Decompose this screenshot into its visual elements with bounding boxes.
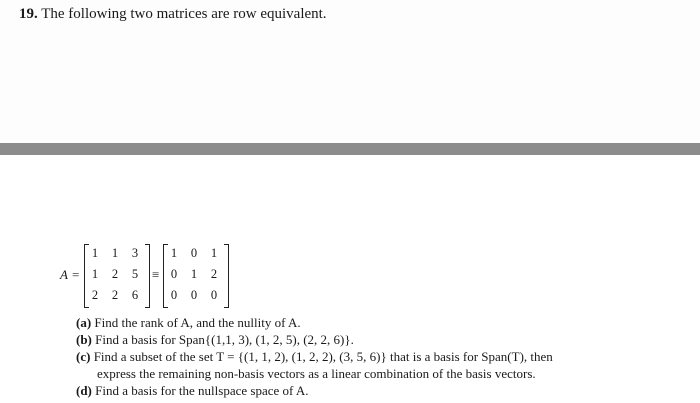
matrix-b-cell: 0 xyxy=(210,288,218,302)
matrix-b-cell: 0 xyxy=(170,288,178,302)
problem-heading xyxy=(19,6,327,23)
matrix-symbol-a: A xyxy=(60,267,68,282)
part-d xyxy=(76,383,309,399)
right-bracket xyxy=(224,244,229,308)
problem-statement: The following two matrices are row equivalent. xyxy=(41,6,327,22)
part-text: Find a basis for the nullspace space of A. xyxy=(95,383,309,398)
matrix-b-cell: 1 xyxy=(190,267,198,281)
matrix-a-cell: 1 xyxy=(111,246,119,260)
matrix-a-cell: 2 xyxy=(111,267,119,281)
part-label: (a) xyxy=(76,315,92,330)
matrix-a-cell: 2 xyxy=(91,288,99,302)
matrix-b-cell: 1 xyxy=(170,246,178,260)
section-divider xyxy=(0,143,700,155)
part-label: (c) xyxy=(76,349,91,364)
part-a xyxy=(76,315,301,331)
part-c-continuation: express the remaining non-basis vectors as a linear combination of the basis vectors. xyxy=(97,366,536,381)
row-equivalent-sign: ≡ xyxy=(152,267,160,282)
matrix-a-cell: 1 xyxy=(91,267,99,281)
right-bracket xyxy=(145,244,150,308)
part-c xyxy=(76,349,553,365)
part-label: (b) xyxy=(76,332,92,347)
matrix-b-cell: 0 xyxy=(170,267,178,281)
matrix-a-cell: 6 xyxy=(131,288,139,302)
matrix-b xyxy=(163,244,229,308)
matrix-a-cell: 2 xyxy=(111,288,119,302)
equals-sign: = xyxy=(72,267,80,282)
matrix-b-cell: 0 xyxy=(190,288,198,302)
matrix-a xyxy=(84,244,150,308)
matrix-b-cell: 0 xyxy=(190,246,198,260)
matrix-a-cell: 1 xyxy=(91,246,99,260)
question-header-panel xyxy=(0,0,700,143)
problem-number: 19. xyxy=(19,6,38,22)
part-text: Find a subset of the set T = {(1, 1, 2), (1, 2, 2), (3, 5, 6)} that is a basis for Span(T), then xyxy=(93,349,553,364)
part-text: Find a basis for Span{(1,1, 3), (1, 2, 5), (2, 2, 6)}. xyxy=(95,332,354,347)
matrix-b-cell: 1 xyxy=(210,246,218,260)
matrix-a-cell: 5 xyxy=(131,267,139,281)
matrix-b-cell: 2 xyxy=(210,267,218,281)
matrix-a-cell: 3 xyxy=(131,246,139,260)
part-b xyxy=(76,332,354,348)
part-text: Find the rank of A, and the nullity of A. xyxy=(94,315,301,330)
part-label: (d) xyxy=(76,383,92,398)
